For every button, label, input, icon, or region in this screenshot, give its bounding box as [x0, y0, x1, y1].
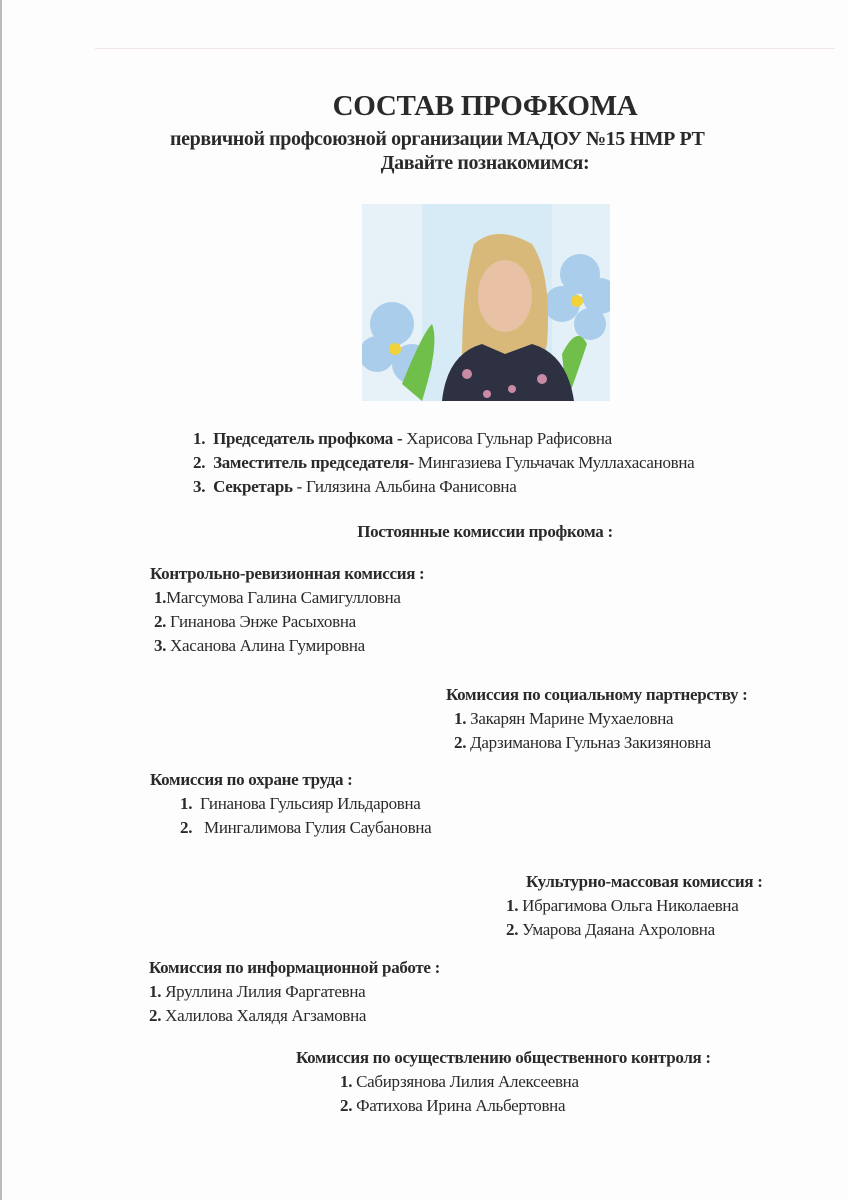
member-item — [150, 610, 424, 634]
officers-list — [193, 427, 694, 499]
officer-item — [193, 427, 694, 451]
member-item — [446, 731, 748, 755]
item-number: 2. — [153, 612, 167, 631]
member-name: Сабирзянова Лилия Алексеевна — [352, 1072, 579, 1091]
item-number: 2. — [454, 733, 467, 752]
member-name: Закарян Марине Мухаеловна — [466, 709, 674, 728]
member-name: Умарова Даяана Ахроловна — [518, 920, 715, 939]
commission-audit — [150, 562, 424, 658]
commission-cultural — [500, 870, 763, 942]
commission-title: Комиссия по охране труда : — [150, 770, 353, 789]
item-number: 1. — [149, 982, 162, 1001]
item-number: 1. — [180, 794, 193, 813]
item-number: 1. — [454, 709, 467, 728]
member-name: Магсумова Галина Самигулловна — [166, 588, 401, 607]
member-item — [296, 1070, 711, 1094]
member-item — [150, 816, 431, 840]
item-number: 2. — [506, 920, 519, 939]
officer-item — [193, 475, 694, 499]
member-name: Халилова Халядя Агзамовна — [161, 1006, 367, 1025]
item-number: 2. — [193, 453, 206, 472]
commission-title: Комиссия по осуществлению общественного контроля : — [296, 1048, 711, 1067]
item-number: 1. — [506, 896, 519, 915]
member-item — [149, 1004, 440, 1028]
item-number: 2. — [180, 818, 193, 837]
officer-name: Харисова Гульнар Рафисовна — [406, 429, 612, 448]
item-number: 1. — [193, 429, 206, 448]
member-item — [500, 918, 763, 942]
member-name: Ибрагимова Ольга Николаевна — [518, 896, 739, 915]
member-name: Яруллина Лилия Фаргатевна — [161, 982, 366, 1001]
commission-public-control — [296, 1046, 711, 1118]
member-item — [150, 586, 424, 610]
member-item — [150, 792, 431, 816]
item-number: 3. — [193, 477, 206, 496]
officer-item — [193, 451, 694, 475]
commission-title: Комиссия по информационной работе : — [149, 958, 440, 977]
member-name: Гинанова Энже Расыховна — [166, 612, 356, 631]
member-item — [296, 1094, 711, 1118]
officer-role: Председатель профкома - — [213, 429, 407, 448]
officer-name: - Гилязина Альбина Фанисовна — [296, 477, 517, 496]
member-item — [446, 707, 748, 731]
commission-title: Контрольно-ревизионная комиссия : — [150, 564, 425, 583]
officer-role: Заместитель председателя- — [213, 453, 414, 472]
commission-social-partnership — [446, 683, 748, 755]
chairperson-photo — [362, 204, 610, 401]
commission-information — [149, 956, 440, 1028]
item-number: 2. — [340, 1096, 353, 1115]
commission-title: Комиссия по социальному партнерству : — [446, 685, 748, 704]
member-name: Дарзиманова Гульназ Закизяновна — [466, 733, 711, 752]
commission-title: Культурно-массовая комиссия : — [526, 872, 763, 891]
member-name: Мингалимова Гулия Саубановна — [192, 818, 432, 837]
page-title: СОСТАВ ПРОФКОМА — [332, 90, 638, 122]
commission-labor-safety — [150, 768, 431, 840]
item-number: 1. — [153, 588, 167, 607]
item-number: 3. — [153, 636, 167, 655]
member-name: Хасанова Алина Гумировна — [166, 636, 365, 655]
officer-name: Мингазиева Гульчачак Муллахасановна — [413, 453, 695, 472]
page-subtitle: первичной профсоюзной организации МАДОУ №15 НМР РТ — [170, 128, 705, 150]
item-number: 1. — [340, 1072, 353, 1091]
member-item — [500, 894, 763, 918]
scan-edge — [0, 0, 2, 1200]
item-number: 2. — [149, 1006, 162, 1025]
officer-role: Секретарь — [213, 477, 297, 496]
intro-text: Давайте познакомимся: — [380, 152, 590, 174]
member-item — [150, 634, 424, 658]
member-name: Гинанова Гульсияр Ильдаровна — [192, 794, 421, 813]
member-name: Фатихова Ирина Альбертовна — [352, 1096, 566, 1115]
commissions-heading: Постоянные комиссии профкома : — [357, 522, 613, 541]
member-item — [149, 980, 440, 1004]
scan-line — [95, 48, 835, 49]
